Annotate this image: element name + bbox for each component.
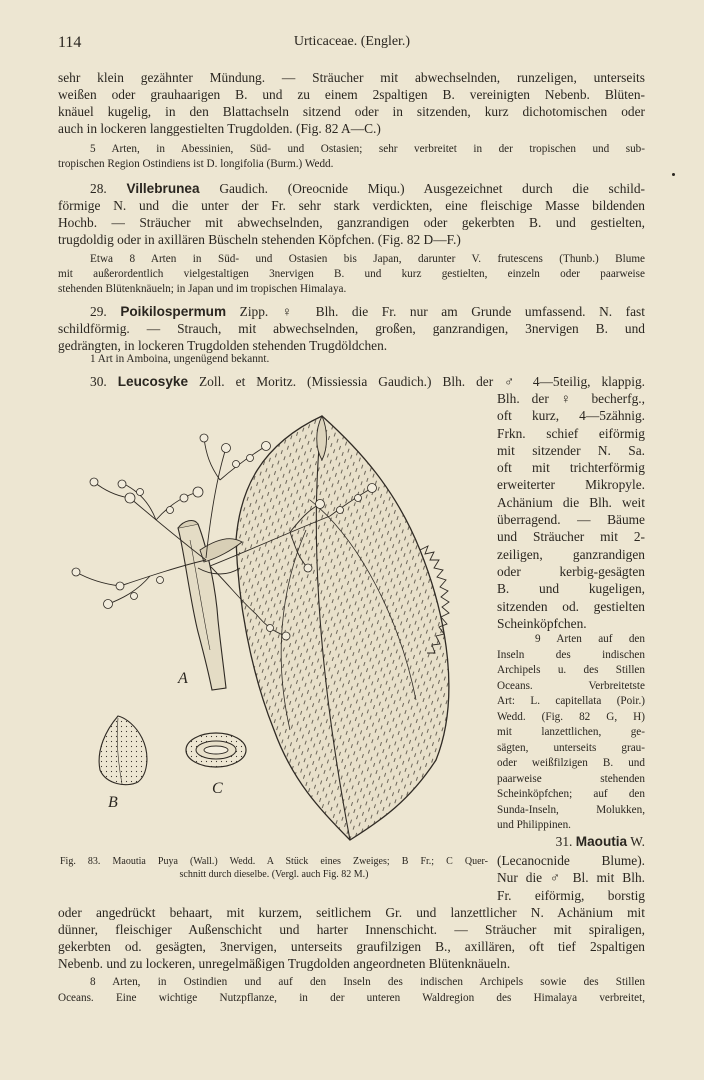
column-line: zeiligen, ganzrandigen — [497, 546, 645, 562]
note-line: 8 Arten, in Ostindien und auf den Inseln des indischen Archipels sowie des Stillen — [90, 976, 645, 988]
column-line: erweiterter Mikropyle. — [497, 477, 645, 493]
figure-label-a: A — [178, 670, 188, 687]
section-text: W. — [627, 834, 645, 849]
column-line: Nur die ♂ Bl. mit Blh. — [497, 870, 645, 886]
section-30-column — [497, 390, 645, 632]
column-line: überragend. — Bäume — [497, 512, 645, 528]
column-line: oft kurz, 4—5zähnig. — [497, 408, 645, 424]
column-line: sitzenden od. gestielten — [497, 598, 645, 614]
note-line: sägten, unterseits grau- — [497, 741, 645, 754]
section-number: 31. — [555, 834, 573, 849]
section-number: 29. — [90, 304, 107, 319]
note-line: Etwa 8 Arten in Süd- und Ostasien bis Japan, darunter V. frutescens (Thunb.) Blume — [90, 253, 645, 265]
botanical-illustration — [60, 400, 492, 850]
column-line: B. und kugeligen, — [497, 581, 645, 597]
text-line: sehr klein gezähnter Mündung. — Sträucher mit abwechselnden, runzeligen, unterseits — [58, 70, 645, 85]
note-line: tropischen Region Ostindiens ist D. longifolia (Burm.) Wedd. — [58, 158, 334, 170]
section-31-column — [497, 852, 645, 904]
genus-name: Villebrunea — [126, 181, 200, 196]
text-line: dünner, fleischiger Außenschicht und harter Innenschicht. — Sträucher mit spiraligen, — [58, 922, 645, 937]
column-line: Scheinköpfchen. — [497, 615, 587, 631]
section-text: Gaudich. (Oreocnide Miqu.) Ausgezeichnet durch die schild- — [199, 181, 645, 196]
note-line: Oceans. Verbreitetste — [497, 679, 645, 692]
cross-section-drawing — [186, 733, 246, 767]
section-text: Zoll. et Moritz. (Missiessia Gaudich.) Blh. der ♂ 4—5teilig, klappig. — [188, 374, 645, 389]
caption-line: schnitt durch dieselbe. (Vergl. auch Fig. 82 M.) — [179, 868, 369, 880]
paper-speck — [672, 173, 675, 176]
section-number: 30. — [90, 374, 107, 389]
genus-name: Poikilospermum — [120, 304, 227, 319]
figure-label-b: B — [108, 794, 118, 811]
page-number: 114 — [58, 34, 82, 51]
text-line: gekerbten od. gesägten, 3nervigen, unterseits graufilzigen B., axillären, oft tief 2spaltigen — [58, 939, 645, 954]
leaf — [230, 410, 470, 850]
text-line: knäuel kugelig, in den Blattachseln sitzend oder in sitzenden, kurz dichotomischen oder — [58, 104, 645, 119]
section-30-heading — [58, 373, 645, 390]
text-line: weißen oder grauhaarigen B. und zu einem 2spaltigen B. vereinigten Nebenb. Blüten- — [58, 87, 645, 102]
note-line: stehenden Blütenknäueln; in Japan und im tropischen Himalaya. — [58, 283, 347, 295]
note-line: 5 Arten, in Abessinien, Süd- und Ostasien; sehr verbreitet in der tropischen und sub- — [90, 143, 645, 155]
section-31-title — [497, 833, 645, 850]
note-line: Inseln des indischen — [497, 648, 645, 661]
text-line: Nebenb. und zu lockeren, unregelmäßigen Trugdolden angeordneten Blütenknäueln. — [58, 956, 511, 971]
section-text: Zipp. ♀ Blh. die Fr. nur am Grunde umfassend. N. fast — [226, 304, 645, 319]
text-line: gedrängten, in lockeren Trugdolden stehenden Trugdöldchen. — [58, 338, 388, 353]
note-line: 9 Arten auf den — [535, 633, 645, 645]
note-line: Sunda-Inseln, Molukken, — [497, 803, 645, 816]
page-header — [58, 34, 646, 52]
fruit-drawing — [99, 716, 147, 785]
note-line: mit lanzettlichen, ge- — [497, 726, 645, 738]
section-28-heading — [58, 180, 645, 197]
figure-caption — [60, 856, 488, 881]
text-line: förmige N. und die unter der Fr. sehr stark verdickten, eine fleischige Masse bildenden — [58, 198, 645, 213]
genus-name: Leucosyke — [117, 374, 189, 389]
note-line: Wedd. (Fig. 82 G, H) — [497, 710, 645, 723]
note-line: Art: L. capitellata (Poir.) — [497, 695, 645, 707]
column-line: mit sitzender N. Sa. — [497, 442, 645, 458]
caption-line: Fig. 83. Maoutia Puya (Wall.) Wedd. A Stück eines Zweiges; B Fr.; C Quer- — [60, 856, 488, 867]
section-number: 28. — [90, 181, 107, 196]
column-line: Blh. der ♀ becherfg., — [497, 391, 645, 406]
note-line: und Philippinen. — [497, 819, 571, 831]
text-line: schildförmig. — Strauch, mit abwechselnden, großen, ganzrandigen, 3nervigen B. und — [58, 321, 645, 336]
column-line: oft mit trichterförmig — [497, 460, 645, 476]
running-title: Urticaceae. (Engler.) — [293, 34, 411, 49]
column-line: (Lecanocnide Blume). — [497, 853, 645, 868]
text-line: oder angedrückt behaart, mit kurzem, seitlichem Gr. und lanzettlicher N. Achänium mit — [58, 905, 645, 920]
column-line: und Sträucher mit 2- — [497, 529, 645, 545]
section-29-heading — [58, 303, 645, 320]
column-line: Achänium die Blh. weit — [497, 494, 645, 510]
note-line: mit außerordentlich vielgestaltigen 3nervigen B. und kurz gestielten, einzeln oder paarweise — [58, 268, 645, 280]
column-line: oder kerbig-gesägten — [497, 563, 645, 579]
figure-83 — [60, 400, 492, 850]
note-line: Scheinköpfchen; auf den — [497, 788, 645, 800]
note-line: Oceans. Eine wichtige Nutzpflanze, in der unteren Waldregion des Himalaya verbreitet, — [58, 992, 645, 1004]
note-line: oder weißfilzigen B. und — [497, 757, 645, 769]
section-30-note — [497, 632, 645, 834]
note-line: paarweise stehenden — [497, 772, 645, 785]
note-line: Archipels u. des Stillen — [497, 664, 645, 676]
column-line: Frkn. schief eiförmig — [497, 425, 645, 441]
column-line: Fr. eiförmig, borstig — [497, 887, 645, 903]
text-line: trugdoldig oder in axillären Büscheln stehenden Köpfchen. (Fig. 82 D—F.) — [58, 232, 461, 247]
figure-label-c: C — [212, 780, 223, 797]
text-line: auch in lockeren langgestielten Trugdolden. (Fig. 82 A—C.) — [58, 121, 381, 136]
text-line: Hochb. — Sträucher mit abwechselnden, ganzrandigen oder gekerbten B. und gestielten, — [58, 215, 645, 230]
genus-name: Maoutia — [575, 834, 628, 849]
note-line: 1 Art in Amboina, ungenügend bekannt. — [90, 353, 270, 365]
section-31-heading — [497, 833, 645, 850]
